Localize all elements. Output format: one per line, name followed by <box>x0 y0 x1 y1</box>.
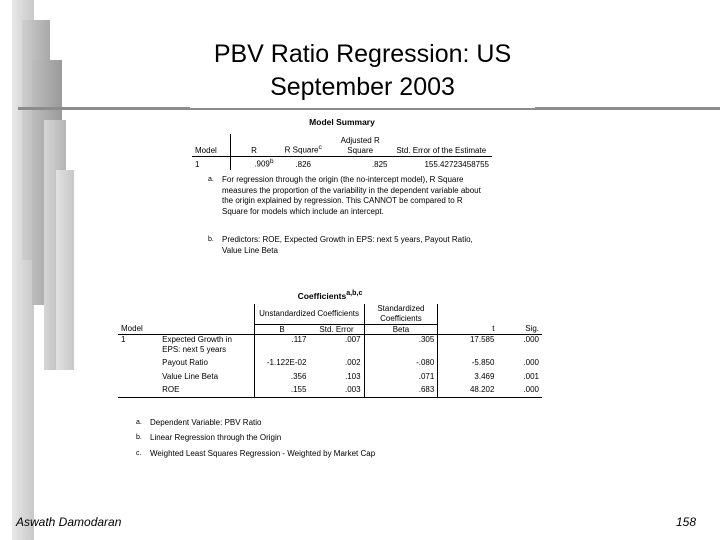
coefficients-title-text: Coefficients <box>297 290 347 301</box>
footnote-mark: b. <box>136 434 142 441</box>
footnote-text: Dependent Variable: PBV Ratio <box>150 418 262 427</box>
column-header-beta: Beta <box>364 324 438 335</box>
model-summary-footnote <box>208 235 484 256</box>
variable-name: Expected Growth in EPS: next 5 years <box>159 335 254 355</box>
beta-value: .305 <box>364 335 438 355</box>
r-square-label: R Square <box>284 146 319 155</box>
r-superscript: b <box>269 158 274 165</box>
column-header-std-error: Std. Error of the Estimate <box>390 134 492 157</box>
footnote-text: Linear Regression through the Origin <box>150 433 282 442</box>
footnote-text: For regression through the origin (the no-intercept model), R Square measures the proportion of the variability in the dependent variable about the origin explained by regression. This CANNOT be compared to R Square for models which include an intercept. <box>222 175 481 216</box>
column-header-adjusted-r-square: Adjusted R Square <box>330 134 391 157</box>
r-square-value: .826 <box>295 159 311 169</box>
footnote-mark: c. <box>136 450 142 457</box>
r-value <box>231 157 277 170</box>
coefficients-panel <box>116 282 544 464</box>
decorative-bar <box>56 170 74 370</box>
model-summary-panel <box>192 112 492 262</box>
page-number: 158 <box>676 515 697 529</box>
column-header-t: t <box>438 324 498 335</box>
footnote-mark: b. <box>208 236 214 243</box>
model-summary-footnote <box>208 175 484 217</box>
b-value: .356 <box>290 371 307 381</box>
sig-value: .000 <box>523 335 539 344</box>
beta-value: -.080 <box>364 354 438 368</box>
variable-name: Payout Ratio <box>159 354 254 368</box>
std-error-value: .007 <box>309 335 364 355</box>
unstandardized-coefficients-header: Unstandardized Coefficients <box>254 304 364 324</box>
model-summary-table <box>192 134 492 170</box>
model-summary-row <box>192 157 492 170</box>
column-header-r-square <box>277 134 330 157</box>
sig-value: .000 <box>497 381 542 397</box>
model-number: 1 <box>192 157 231 170</box>
model-number: 1 <box>121 335 126 344</box>
std-error-value: .002 <box>309 354 364 368</box>
beta-value: .683 <box>364 381 438 397</box>
column-header-r: R <box>231 134 277 157</box>
table-row <box>118 354 542 368</box>
column-header-model: Model <box>118 324 159 335</box>
slide-title <box>190 38 535 108</box>
coefficients-header-row <box>118 324 542 335</box>
sig-value: .000 <box>523 358 539 367</box>
coefficients-footnote <box>136 449 536 460</box>
b-value: .117 <box>291 335 307 344</box>
standardized-coefficients-header: Standardized Coefficients <box>364 304 438 324</box>
variable-name: ROE <box>159 381 254 397</box>
footnote-mark: a. <box>208 176 214 183</box>
table-row <box>118 335 542 355</box>
column-header-b: B <box>254 324 309 335</box>
variable-name: Value Line Beta <box>159 368 254 382</box>
column-header-model: Model <box>192 134 231 157</box>
coefficients-footnote <box>136 433 536 444</box>
b-value: .155 <box>254 381 309 397</box>
r-square-superscript: c <box>318 144 322 152</box>
std-error-value: .103 <box>309 368 364 382</box>
table-row <box>118 381 542 397</box>
t-value: -5.850 <box>471 358 495 367</box>
std-error-value: 155.42723458755 <box>424 159 489 169</box>
slide-title-line1: PBV Ratio Regression: US <box>213 40 512 68</box>
author-name: Aswath Damodaran <box>16 515 122 529</box>
column-header-sig: Sig. <box>497 324 542 335</box>
coefficients-group-header-row <box>118 304 542 324</box>
model-summary-header-row <box>192 134 492 157</box>
footnote-text: Predictors: ROE, Expected Growth in EPS: next 5 years, Payout Ratio, Value Line Beta <box>222 235 473 255</box>
coefficients-title <box>116 289 544 301</box>
column-header-std-error: Std. Error <box>309 324 364 335</box>
beta-value: .071 <box>364 368 438 382</box>
t-value: 3.469 <box>474 371 495 381</box>
t-value: 48.202 <box>438 381 498 397</box>
t-value: 17.585 <box>469 335 495 344</box>
coefficients-title-superscript: a,b,c <box>346 289 363 297</box>
adjusted-r-square-value: .825 <box>371 159 388 169</box>
table-row <box>118 368 542 382</box>
std-error-value: .003 <box>309 381 364 397</box>
model-summary-title: Model Summary <box>309 117 375 127</box>
r-value-text: .909 <box>254 159 270 169</box>
sig-value: .001 <box>523 371 539 381</box>
coefficients-footnote <box>136 418 536 429</box>
footnote-mark: a. <box>136 419 142 426</box>
slide-title-line2: September 2003 <box>270 73 455 101</box>
coefficients-table <box>118 304 542 398</box>
b-value: -1.122E-02 <box>266 358 307 367</box>
footnote-text: Weighted Least Squares Regression - Weighted by Market Cap <box>150 449 376 458</box>
